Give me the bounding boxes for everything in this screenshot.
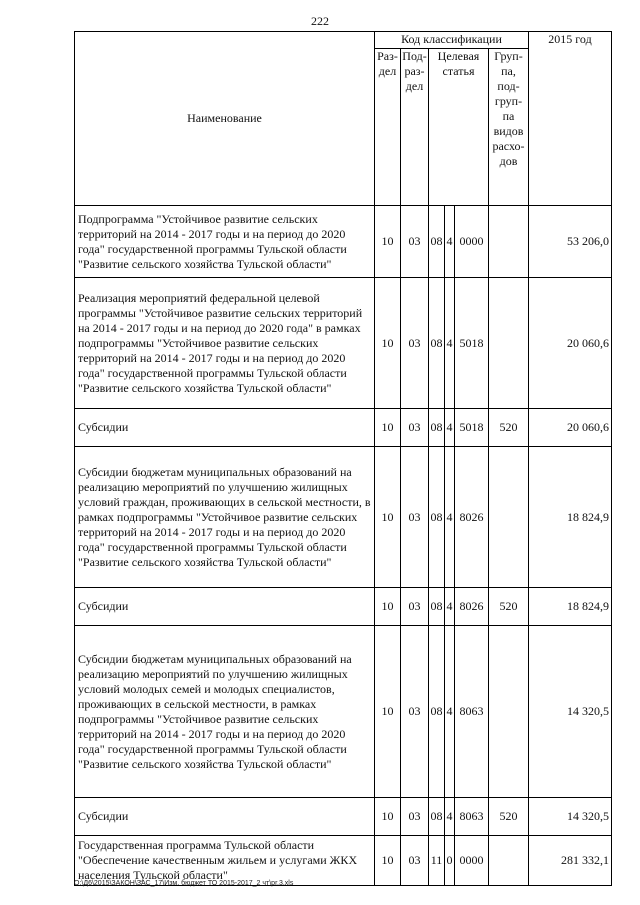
row-target-code: 0000 — [455, 206, 489, 278]
row-expense-group — [489, 626, 529, 798]
header-subsection: Под- раз- дел — [401, 49, 429, 206]
row-expense-group — [489, 836, 529, 886]
table-row — [75, 626, 612, 798]
row-section: 10 — [375, 798, 401, 836]
row-subsection: 03 — [401, 836, 429, 886]
header-classification-code: Код классификации — [375, 32, 529, 49]
row-target-program: 08 — [429, 626, 445, 798]
row-subsection: 03 — [401, 626, 429, 798]
row-section: 10 — [375, 206, 401, 278]
row-target-code: 5018 — [455, 278, 489, 409]
row-target-subprogram: 4 — [445, 798, 455, 836]
row-amount: 53 206,0 — [529, 206, 612, 278]
row-target-code: 8063 — [455, 798, 489, 836]
row-name: Государственная программа Тульской области "Обеспечение качественным жильем и услугами ЖКХ населения Тульской области" — [75, 836, 375, 886]
row-target-code: 0000 — [455, 836, 489, 886]
row-target-program: 08 — [429, 798, 445, 836]
row-name: Субсидии бюджетам муниципальных образований на реализацию мероприятий по улучшению жилищных условий граждан, проживающих в сельской местности, в рамках подпрограммы "Устойчивое развитие сельских территорий на 2014 - 2017 годы и на период до 2020 года" государственной программы Тульской области "Развитие сельского хозяйства Тульской области" — [75, 447, 375, 588]
row-subsection: 03 — [401, 798, 429, 836]
row-name: Субсидии — [75, 588, 375, 626]
footer-file-path: O:\Д6\2015\ЗАКОН\ЗАС_17\Изм. бюджет ТО 2015-2017_2 чт\pr.3.xls — [74, 880, 294, 887]
table-row — [75, 798, 612, 836]
row-subsection: 03 — [401, 447, 429, 588]
budget-table — [74, 31, 612, 886]
table-row — [75, 409, 612, 447]
row-section: 10 — [375, 409, 401, 447]
row-expense-group — [489, 206, 529, 278]
row-target-program: 08 — [429, 588, 445, 626]
row-target-program: 08 — [429, 206, 445, 278]
row-expense-group: 520 — [489, 409, 529, 447]
table-row — [75, 447, 612, 588]
row-target-subprogram: 4 — [445, 409, 455, 447]
row-target-subprogram: 4 — [445, 447, 455, 588]
table-row — [75, 836, 612, 886]
table-row — [75, 588, 612, 626]
row-target-code: 8026 — [455, 588, 489, 626]
row-target-subprogram: 4 — [445, 626, 455, 798]
row-amount: 20 060,6 — [529, 278, 612, 409]
row-subsection: 03 — [401, 588, 429, 626]
row-section: 10 — [375, 836, 401, 886]
row-target-program: 11 — [429, 836, 445, 886]
row-name: Реализация мероприятий федеральной целевой программы "Устойчивое развитие сельских территорий на 2014 - 2017 годы и на период до 2020 года" в рамках подпрограммы "Устойчивое развитие сельских территорий на 2014 - 2017 годы и на период до 2020 года" государственной программы Тульской области "Развитие сельского хозяйства Тульской области" — [75, 278, 375, 409]
row-section: 10 — [375, 447, 401, 588]
page-number: 222 — [311, 14, 329, 28]
row-amount: 18 824,9 — [529, 588, 612, 626]
row-name: Подпрограмма "Устойчивое развитие сельских территорий на 2014 - 2017 годы и на период до 2020 года" государственной программы Тульской области "Развитие сельского хозяйства Тульской области" — [75, 206, 375, 278]
row-expense-group: 520 — [489, 798, 529, 836]
row-target-subprogram: 4 — [445, 588, 455, 626]
row-target-subprogram: 4 — [445, 206, 455, 278]
row-target-program: 08 — [429, 409, 445, 447]
row-section: 10 — [375, 278, 401, 409]
row-target-code: 8063 — [455, 626, 489, 798]
row-name: Субсидии бюджетам муниципальных образований на реализацию мероприятий по улучшению жилищных условий молодых семей и молодых специалистов, проживающих в сельской местности, в рамках подпрограммы "Устойчивое развитие сельских территорий на 2014 - 2017 годы и на период до 2020 года" государственной программы Тульской области "Развитие сельского хозяйства Тульской области" — [75, 626, 375, 798]
row-target-subprogram: 4 — [445, 278, 455, 409]
row-expense-group — [489, 278, 529, 409]
row-subsection: 03 — [401, 278, 429, 409]
header-section: Раз- дел — [375, 49, 401, 206]
row-amount: 20 060,6 — [529, 409, 612, 447]
row-target-code: 8026 — [455, 447, 489, 588]
row-target-subprogram: 0 — [445, 836, 455, 886]
row-expense-group: 520 — [489, 588, 529, 626]
row-subsection: 03 — [401, 409, 429, 447]
row-name: Субсидии — [75, 409, 375, 447]
row-amount: 14 320,5 — [529, 798, 612, 836]
row-target-program: 08 — [429, 278, 445, 409]
row-expense-group — [489, 447, 529, 588]
row-section: 10 — [375, 626, 401, 798]
row-subsection: 03 — [401, 206, 429, 278]
header-row-top — [75, 32, 612, 49]
row-amount: 14 320,5 — [529, 626, 612, 798]
table-row — [75, 278, 612, 409]
row-target-program: 08 — [429, 447, 445, 588]
row-amount: 281 332,1 — [529, 836, 612, 886]
header-name: Наименование — [75, 32, 375, 206]
row-amount: 18 824,9 — [529, 447, 612, 588]
row-target-code: 5018 — [455, 409, 489, 447]
header-year: 2015 год — [529, 32, 612, 206]
row-name: Субсидии — [75, 798, 375, 836]
table-row — [75, 206, 612, 278]
header-expense-group: Груп- па, под- груп- па видов расхо- дов — [489, 49, 529, 206]
header-target-article: Целевая статья — [429, 49, 489, 206]
row-section: 10 — [375, 588, 401, 626]
